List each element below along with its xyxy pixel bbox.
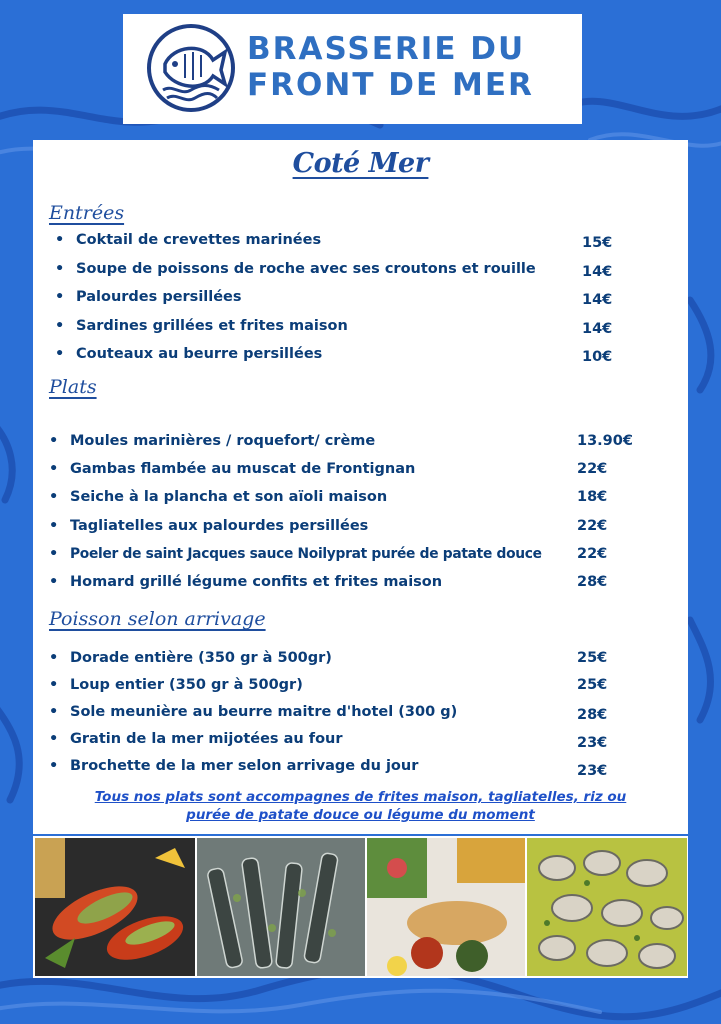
- item-price: 23€: [577, 735, 608, 751]
- section-heading-plats: Plats: [49, 376, 97, 398]
- bullet: •: [55, 289, 65, 305]
- item-name: Palourdes persillées: [76, 289, 242, 305]
- bullet: •: [49, 546, 59, 562]
- item-name: Gratin de la mer mijotées au four: [70, 731, 343, 747]
- bullet: •: [49, 461, 59, 477]
- bullet: •: [55, 318, 65, 334]
- item-price: 23€: [577, 763, 608, 779]
- grilled-lobster-photo: [35, 838, 195, 976]
- section-heading-entrees: Entrées: [49, 202, 125, 224]
- razor-clams-photo: [197, 838, 365, 976]
- bullet: •: [49, 433, 59, 449]
- section-heading-poisson: Poisson selon arrivage: [49, 608, 266, 630]
- item-name: Loup entier (350 gr à 500gr): [70, 677, 303, 693]
- bullet: •: [49, 574, 59, 590]
- accompaniment-note-line1: Tous nos plats sont accompagnes de frites maison, tagliatelles, riz ou: [94, 789, 627, 805]
- item-price: 18€: [577, 489, 608, 505]
- item-price: 28€: [577, 707, 608, 723]
- item-name: Poeler de saint Jacques sauce Noilyprat purée de patate douce: [70, 546, 542, 562]
- bullet: •: [49, 489, 59, 505]
- bullet: •: [49, 677, 59, 693]
- accompaniment-note: [33, 788, 688, 824]
- item-name: Homard grillé légume confits et frites maison: [70, 574, 443, 590]
- fish-and-fries-photo: [367, 838, 525, 976]
- item-name: Gambas flambée au muscat de Frontignan: [70, 461, 416, 477]
- bullet: •: [55, 346, 65, 362]
- item-price: 25€: [577, 677, 608, 693]
- item-name: Coktail de crevettes marinées: [76, 232, 322, 248]
- item-price: 14€: [582, 321, 613, 337]
- item-name: Dorade entière (350 gr à 500gr): [70, 650, 332, 666]
- item-price: 28€: [577, 574, 608, 590]
- item-price: 25€: [577, 650, 608, 666]
- item-price: 22€: [577, 518, 608, 534]
- item-price: 15€: [582, 235, 613, 251]
- item-name: Sole meunière au beurre maitre d'hotel (300 g): [70, 704, 458, 720]
- item-price: 14€: [582, 292, 613, 308]
- menu-title: Coté Mer: [292, 148, 429, 179]
- clams-bowl-photo: [527, 838, 687, 976]
- item-price: 22€: [577, 461, 608, 477]
- item-name: Soupe de poissons de roche avec ses croutons et rouille: [76, 261, 536, 277]
- bullet: •: [49, 758, 59, 774]
- item-name: Couteaux au beurre persillées: [76, 346, 323, 362]
- brand-name: [247, 31, 577, 103]
- bullet: •: [49, 731, 59, 747]
- item-name: Seiche à la plancha et son aïoli maison: [70, 489, 388, 505]
- accompaniment-note-line2: purée de patate douce ou légume du moment: [186, 807, 535, 823]
- bullet: •: [49, 518, 59, 534]
- bullet: •: [49, 650, 59, 666]
- item-name: Sardines grillées et frites maison: [76, 318, 348, 334]
- item-price: 13.90€: [577, 433, 633, 449]
- bullet: •: [55, 261, 65, 277]
- brand-name-line1: BRASSERIE DU: [247, 31, 526, 67]
- brand-logo: [123, 14, 582, 124]
- brand-name-line2: FRONT DE MER: [247, 67, 534, 103]
- item-price: 14€: [582, 264, 613, 280]
- item-name: Moules marinières / roquefort/ crème: [70, 433, 376, 449]
- food-photo-strip: [33, 836, 688, 978]
- menu-panel: [33, 140, 688, 834]
- item-price: 22€: [577, 546, 608, 562]
- bullet: •: [55, 232, 65, 248]
- item-price: 10€: [582, 349, 613, 365]
- fish-logo-icon: [145, 22, 237, 114]
- item-name: Brochette de la mer selon arrivage du jour: [70, 758, 419, 774]
- bullet: •: [49, 704, 59, 720]
- item-name: Tagliatelles aux palourdes persillées: [70, 518, 369, 534]
